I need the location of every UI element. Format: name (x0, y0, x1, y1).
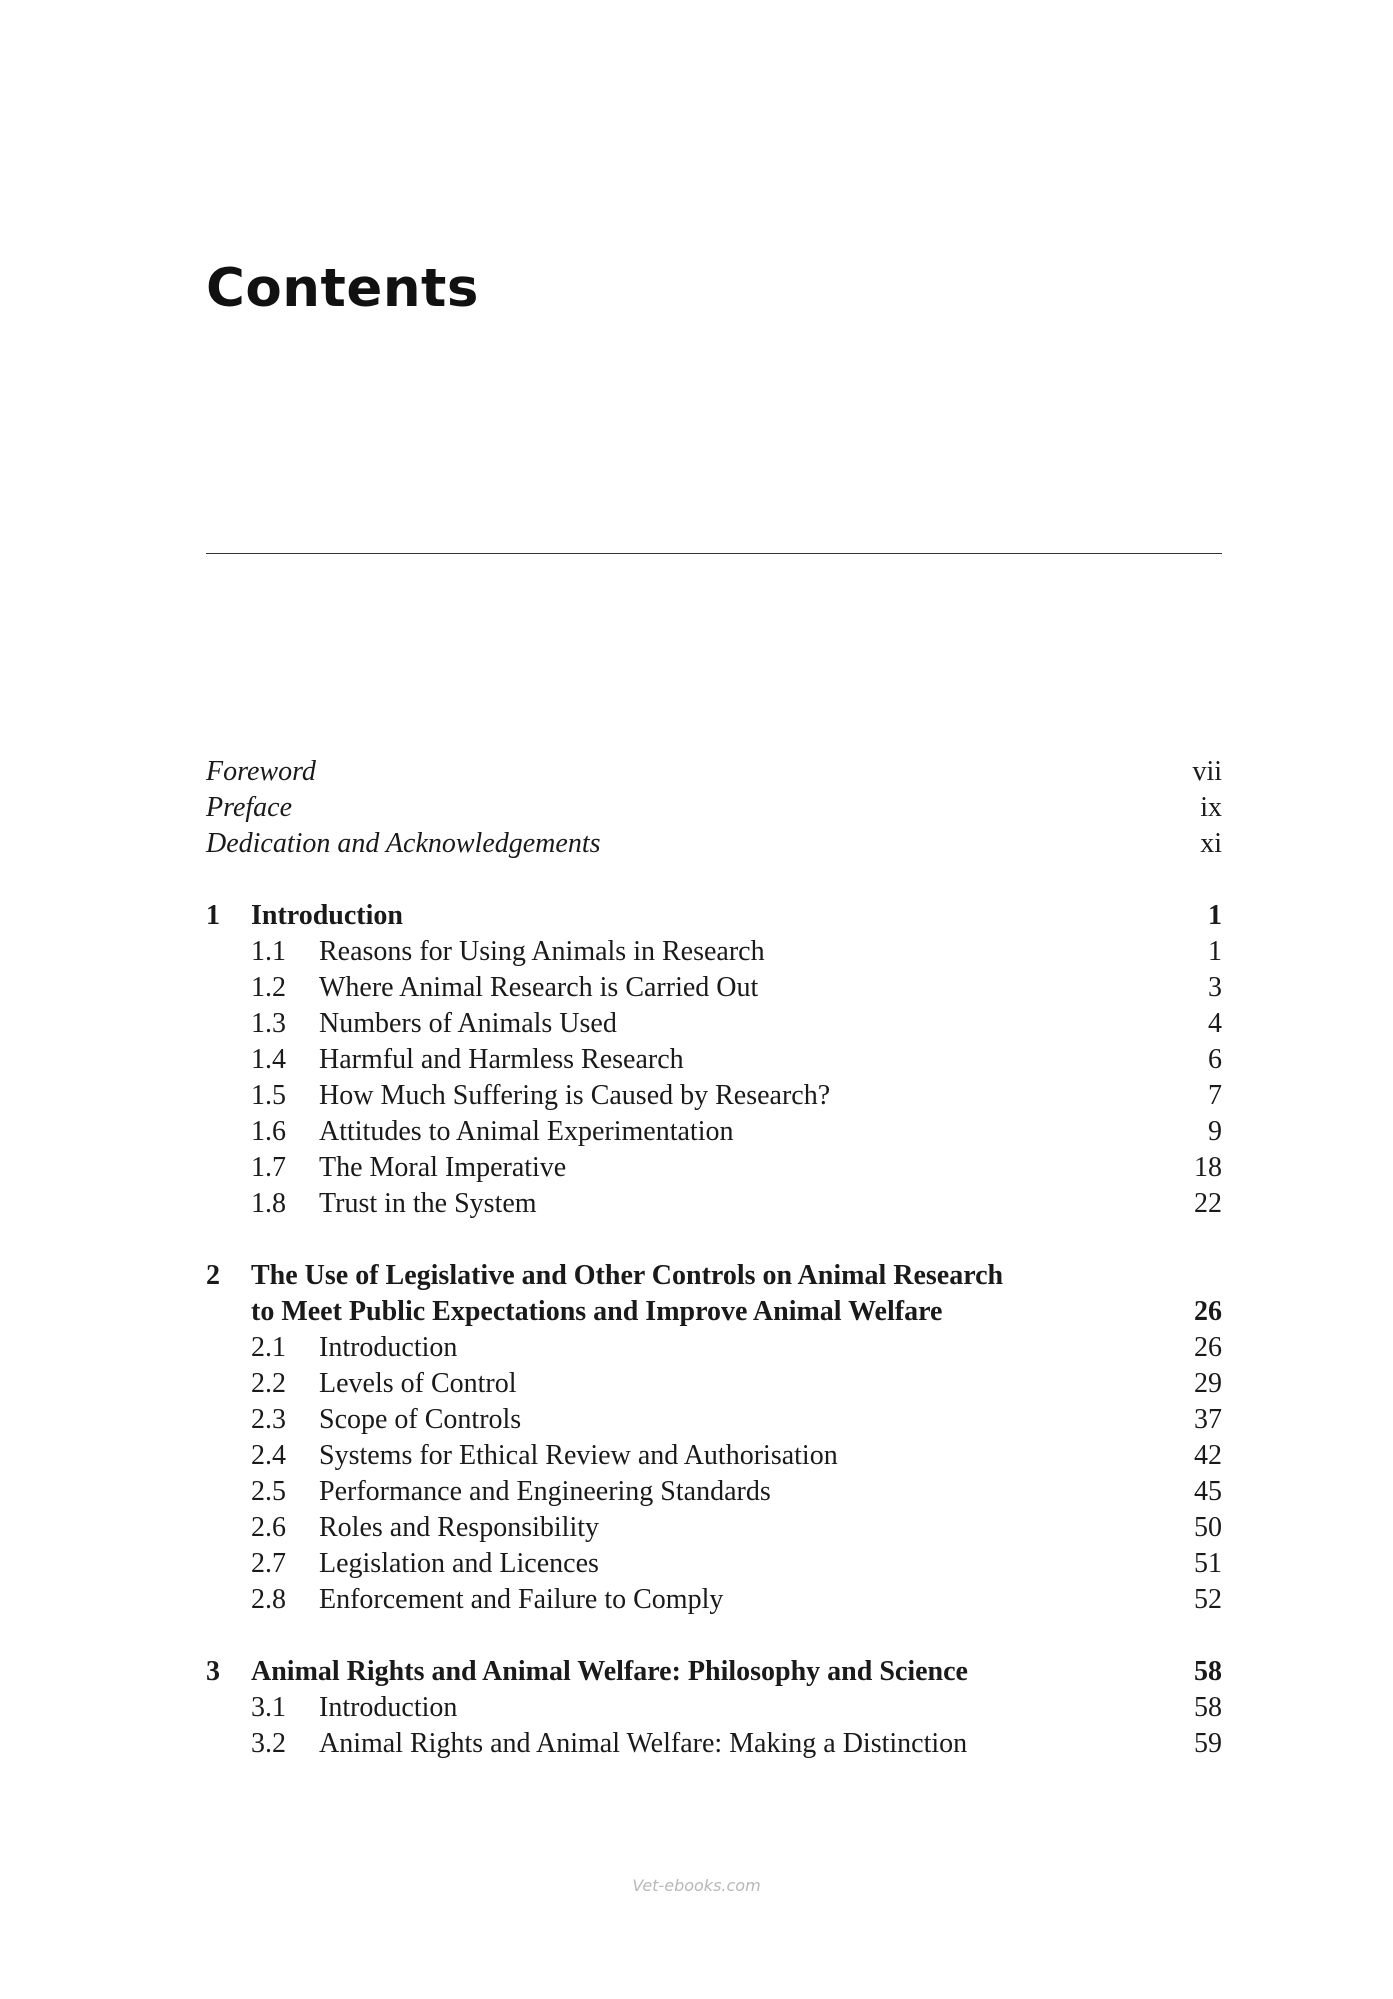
toc-section-entry (206, 1402, 1222, 1438)
toc-section-title: Where Animal Research is Carried Out (319, 972, 759, 1003)
toc-page-number: 7 (1208, 1080, 1222, 1111)
toc-front-entry (206, 790, 1222, 826)
toc-page-number: 45 (1194, 1476, 1222, 1507)
toc-section-title: Levels of Control (319, 1368, 517, 1399)
toc-page-number: vii (1192, 756, 1222, 787)
toc-front-label: Preface (206, 792, 293, 823)
toc-section-title: Animal Rights and Animal Welfare: Making a Distinction (319, 1728, 968, 1759)
toc-chapter-number: 1 (206, 900, 220, 931)
toc-page-number: xi (1200, 828, 1222, 859)
toc-section-title: Introduction (319, 1692, 458, 1723)
toc-section-number: 3.1 (251, 1692, 286, 1723)
toc-section-title: Trust in the System (319, 1188, 537, 1219)
toc-page-number: 51 (1194, 1548, 1222, 1579)
toc-section-number: 1.6 (251, 1116, 286, 1147)
toc-section-number: 3.2 (251, 1728, 286, 1759)
watermark: Vet-ebooks.com (632, 1876, 761, 1895)
toc-section-number: 1.5 (251, 1080, 286, 1111)
toc-section-title: Enforcement and Failure to Comply (319, 1584, 724, 1615)
toc-section-number: 2.2 (251, 1368, 286, 1399)
toc-section-number: 2.1 (251, 1332, 286, 1363)
toc-section-number: 2.5 (251, 1476, 286, 1507)
toc-chapter-title: to Meet Public Expectations and Improve Animal Welfare (251, 1296, 943, 1327)
toc-section-entry (206, 1114, 1222, 1150)
toc-section-title: How Much Suffering is Caused by Research? (319, 1080, 831, 1111)
toc-section-title: Legislation and Licences (319, 1548, 599, 1579)
toc-chapter-title: The Use of Legislative and Other Controls on Animal Research (251, 1260, 1004, 1291)
toc-section-number: 1.8 (251, 1188, 286, 1219)
toc-section-number: 2.6 (251, 1512, 286, 1543)
toc-section-title: Scope of Controls (319, 1404, 522, 1435)
toc-page-number: 26 (1194, 1296, 1222, 1327)
page-title: Contents (206, 257, 479, 319)
toc-page-number: 18 (1194, 1152, 1222, 1183)
toc-section-entry (206, 1438, 1222, 1474)
toc-chapter-number: 2 (206, 1260, 220, 1291)
toc-page-number: 52 (1194, 1584, 1222, 1615)
toc-page-number: 6 (1208, 1044, 1222, 1075)
toc-front-entry (206, 754, 1222, 790)
toc-page-number: 1 (1208, 900, 1222, 931)
toc-section-entry (206, 1078, 1222, 1114)
toc-section-number: 2.8 (251, 1584, 286, 1615)
toc-section-title: Harmful and Harmless Research (319, 1044, 684, 1075)
toc-section-number: 1.2 (251, 972, 286, 1003)
toc-page-number: 26 (1194, 1332, 1222, 1363)
toc-section-entry (206, 1330, 1222, 1366)
toc-section-number: 2.3 (251, 1404, 286, 1435)
toc-section-entry (206, 1186, 1222, 1222)
toc-section-entry (206, 1690, 1222, 1726)
toc-section-entry (206, 1582, 1222, 1618)
toc-section-number: 2.4 (251, 1440, 286, 1471)
toc-section-entry (206, 970, 1222, 1006)
toc-page-number: 50 (1194, 1512, 1222, 1543)
toc-page-number: 58 (1194, 1692, 1222, 1723)
toc-page-number: 22 (1194, 1188, 1222, 1219)
toc-chapter-heading (206, 1654, 1222, 1690)
toc-page-number: 1 (1208, 936, 1222, 967)
toc-page-number: 4 (1208, 1008, 1222, 1039)
toc-page-number: ix (1200, 792, 1222, 823)
toc-section-title: Roles and Responsibility (319, 1512, 599, 1543)
toc-section-entry (206, 1006, 1222, 1042)
toc-section-entry (206, 1546, 1222, 1582)
toc-chapter-heading (206, 1258, 1222, 1294)
toc-page-number: 58 (1194, 1656, 1222, 1687)
toc-page-number: 59 (1194, 1728, 1222, 1759)
toc-section-title: Reasons for Using Animals in Research (319, 936, 765, 967)
toc-front-label: Dedication and Acknowledgements (206, 828, 601, 859)
toc-section-entry (206, 1042, 1222, 1078)
toc-chapter-heading (206, 898, 1222, 934)
toc-page-number: 3 (1208, 972, 1222, 1003)
toc-chapter-number: 3 (206, 1656, 220, 1687)
toc-section-entry (206, 1510, 1222, 1546)
toc-chapter-title: Animal Rights and Animal Welfare: Philosophy and Science (251, 1656, 968, 1687)
toc-section-title: Numbers of Animals Used (319, 1008, 617, 1039)
toc-section-title: Performance and Engineering Standards (319, 1476, 771, 1507)
toc-chapter-title: Introduction (251, 900, 403, 931)
toc-section-title: Attitudes to Animal Experimentation (319, 1116, 734, 1147)
divider (206, 553, 1222, 554)
toc-section-number: 2.7 (251, 1548, 286, 1579)
toc-chapter-heading (206, 1294, 1222, 1330)
toc-section-title: The Moral Imperative (319, 1152, 567, 1183)
toc-section-entry (206, 1366, 1222, 1402)
toc-section-number: 1.7 (251, 1152, 286, 1183)
toc-section-title: Introduction (319, 1332, 458, 1363)
toc-section-entry (206, 1474, 1222, 1510)
toc-section-number: 1.4 (251, 1044, 286, 1075)
toc-front-label: Foreword (206, 756, 316, 787)
toc-section-entry (206, 1150, 1222, 1186)
toc-spacer (206, 1222, 1222, 1258)
table-of-contents (206, 754, 1222, 1762)
toc-page-number: 29 (1194, 1368, 1222, 1399)
toc-page-number: 9 (1208, 1116, 1222, 1147)
toc-page-number: 37 (1194, 1404, 1222, 1435)
toc-section-entry (206, 1726, 1222, 1762)
toc-spacer (206, 862, 1222, 898)
toc-page-number: 42 (1194, 1440, 1222, 1471)
toc-section-title: Systems for Ethical Review and Authorisation (319, 1440, 838, 1471)
toc-front-entry (206, 826, 1222, 862)
toc-section-entry (206, 934, 1222, 970)
toc-section-number: 1.3 (251, 1008, 286, 1039)
toc-section-number: 1.1 (251, 936, 286, 967)
toc-spacer (206, 1618, 1222, 1654)
